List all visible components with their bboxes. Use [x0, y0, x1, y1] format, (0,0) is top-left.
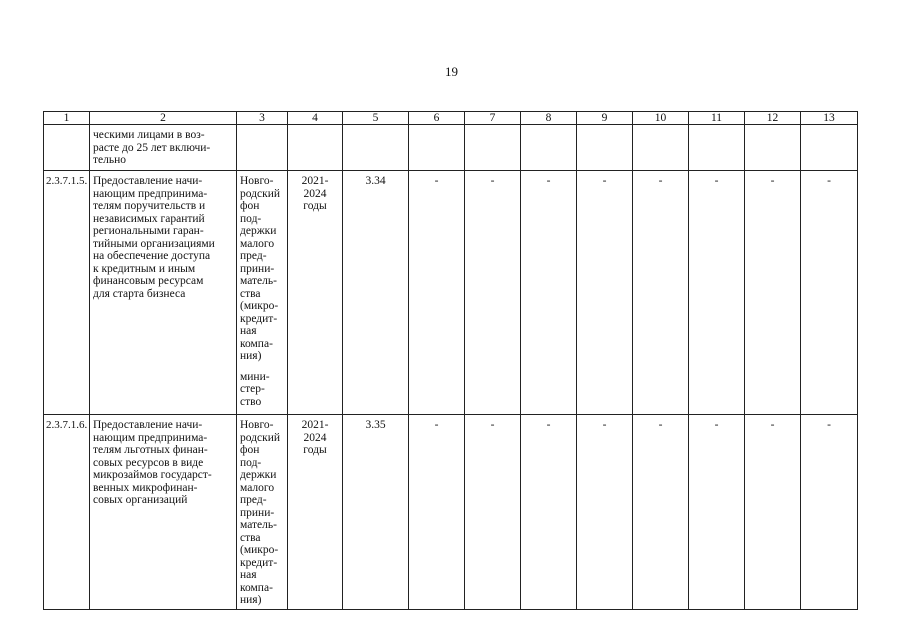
header-cell: 6	[409, 112, 465, 125]
value-cell: -	[409, 171, 465, 415]
value-cell: -	[409, 415, 465, 610]
header-cell: 10	[633, 112, 689, 125]
value-cell: -	[521, 171, 577, 415]
header-cell: 3	[237, 112, 288, 125]
row-indicator: 3.34	[343, 171, 409, 415]
row-name	[90, 125, 237, 171]
value-cell: -	[689, 415, 745, 610]
name-line: расте до 25 лет включи-	[93, 141, 211, 154]
name-line: ческими лицами в воз-	[93, 129, 205, 141]
table-header-row	[44, 112, 858, 125]
table-row	[44, 171, 858, 415]
row-executor: Новго- родский фон под- держки малого пред- прини- матель- ства (микро- кредит- ная компа- ния) мини- стер- ство	[237, 171, 288, 415]
value-cell: -	[521, 415, 577, 610]
row-period: 2021- 2024 годы	[288, 415, 343, 610]
value-cell: -	[633, 415, 689, 610]
value-cell: -	[465, 171, 521, 415]
row-number: 2.3.7.1.5.	[44, 171, 90, 415]
name-line: тельно	[93, 154, 127, 166]
value-cell: -	[801, 415, 858, 610]
header-cell: 9	[577, 112, 633, 125]
page-number: 19	[445, 64, 458, 79]
row-name: Предоставление начи- нающим предпринима- телям льготных финан- совых ресурсов в виде микрозаймов государст- венных микрофинан- совых организаций	[90, 415, 237, 610]
header-cell: 2	[90, 112, 237, 125]
program-table	[43, 111, 858, 610]
header-cell: 4	[288, 112, 343, 125]
header-cell: 11	[689, 112, 745, 125]
row-indicator: 3.35	[343, 415, 409, 610]
value-cell: -	[577, 171, 633, 415]
row-number: 2.3.7.1.6.	[44, 415, 90, 610]
table-row	[44, 415, 858, 610]
value-cell: -	[745, 415, 801, 610]
value-cell: -	[633, 171, 689, 415]
header-cell: 1	[44, 112, 90, 125]
row-period: 2021- 2024 годы	[288, 171, 343, 415]
row-executor: Новго- родский фон под- держки малого пред- прини- матель- ства (микро- кредит- ная компа- ния)	[237, 415, 288, 610]
row-name: Предоставление начи- нающим предпринима- телям поручительств и независимых гарантий региональными гаран- тийными организациями на обеспечение доступа к кредитным и иным финансовым ресурсам для старта бизнеса	[90, 171, 237, 415]
header-cell: 8	[521, 112, 577, 125]
value-cell: -	[689, 171, 745, 415]
value-cell: -	[801, 171, 858, 415]
table-row	[44, 125, 858, 171]
header-cell: 7	[465, 112, 521, 125]
header-cell: 5	[343, 112, 409, 125]
header-cell: 13	[801, 112, 858, 125]
header-cell: 12	[745, 112, 801, 125]
value-cell: -	[577, 415, 633, 610]
value-cell: -	[465, 415, 521, 610]
value-cell: -	[745, 171, 801, 415]
